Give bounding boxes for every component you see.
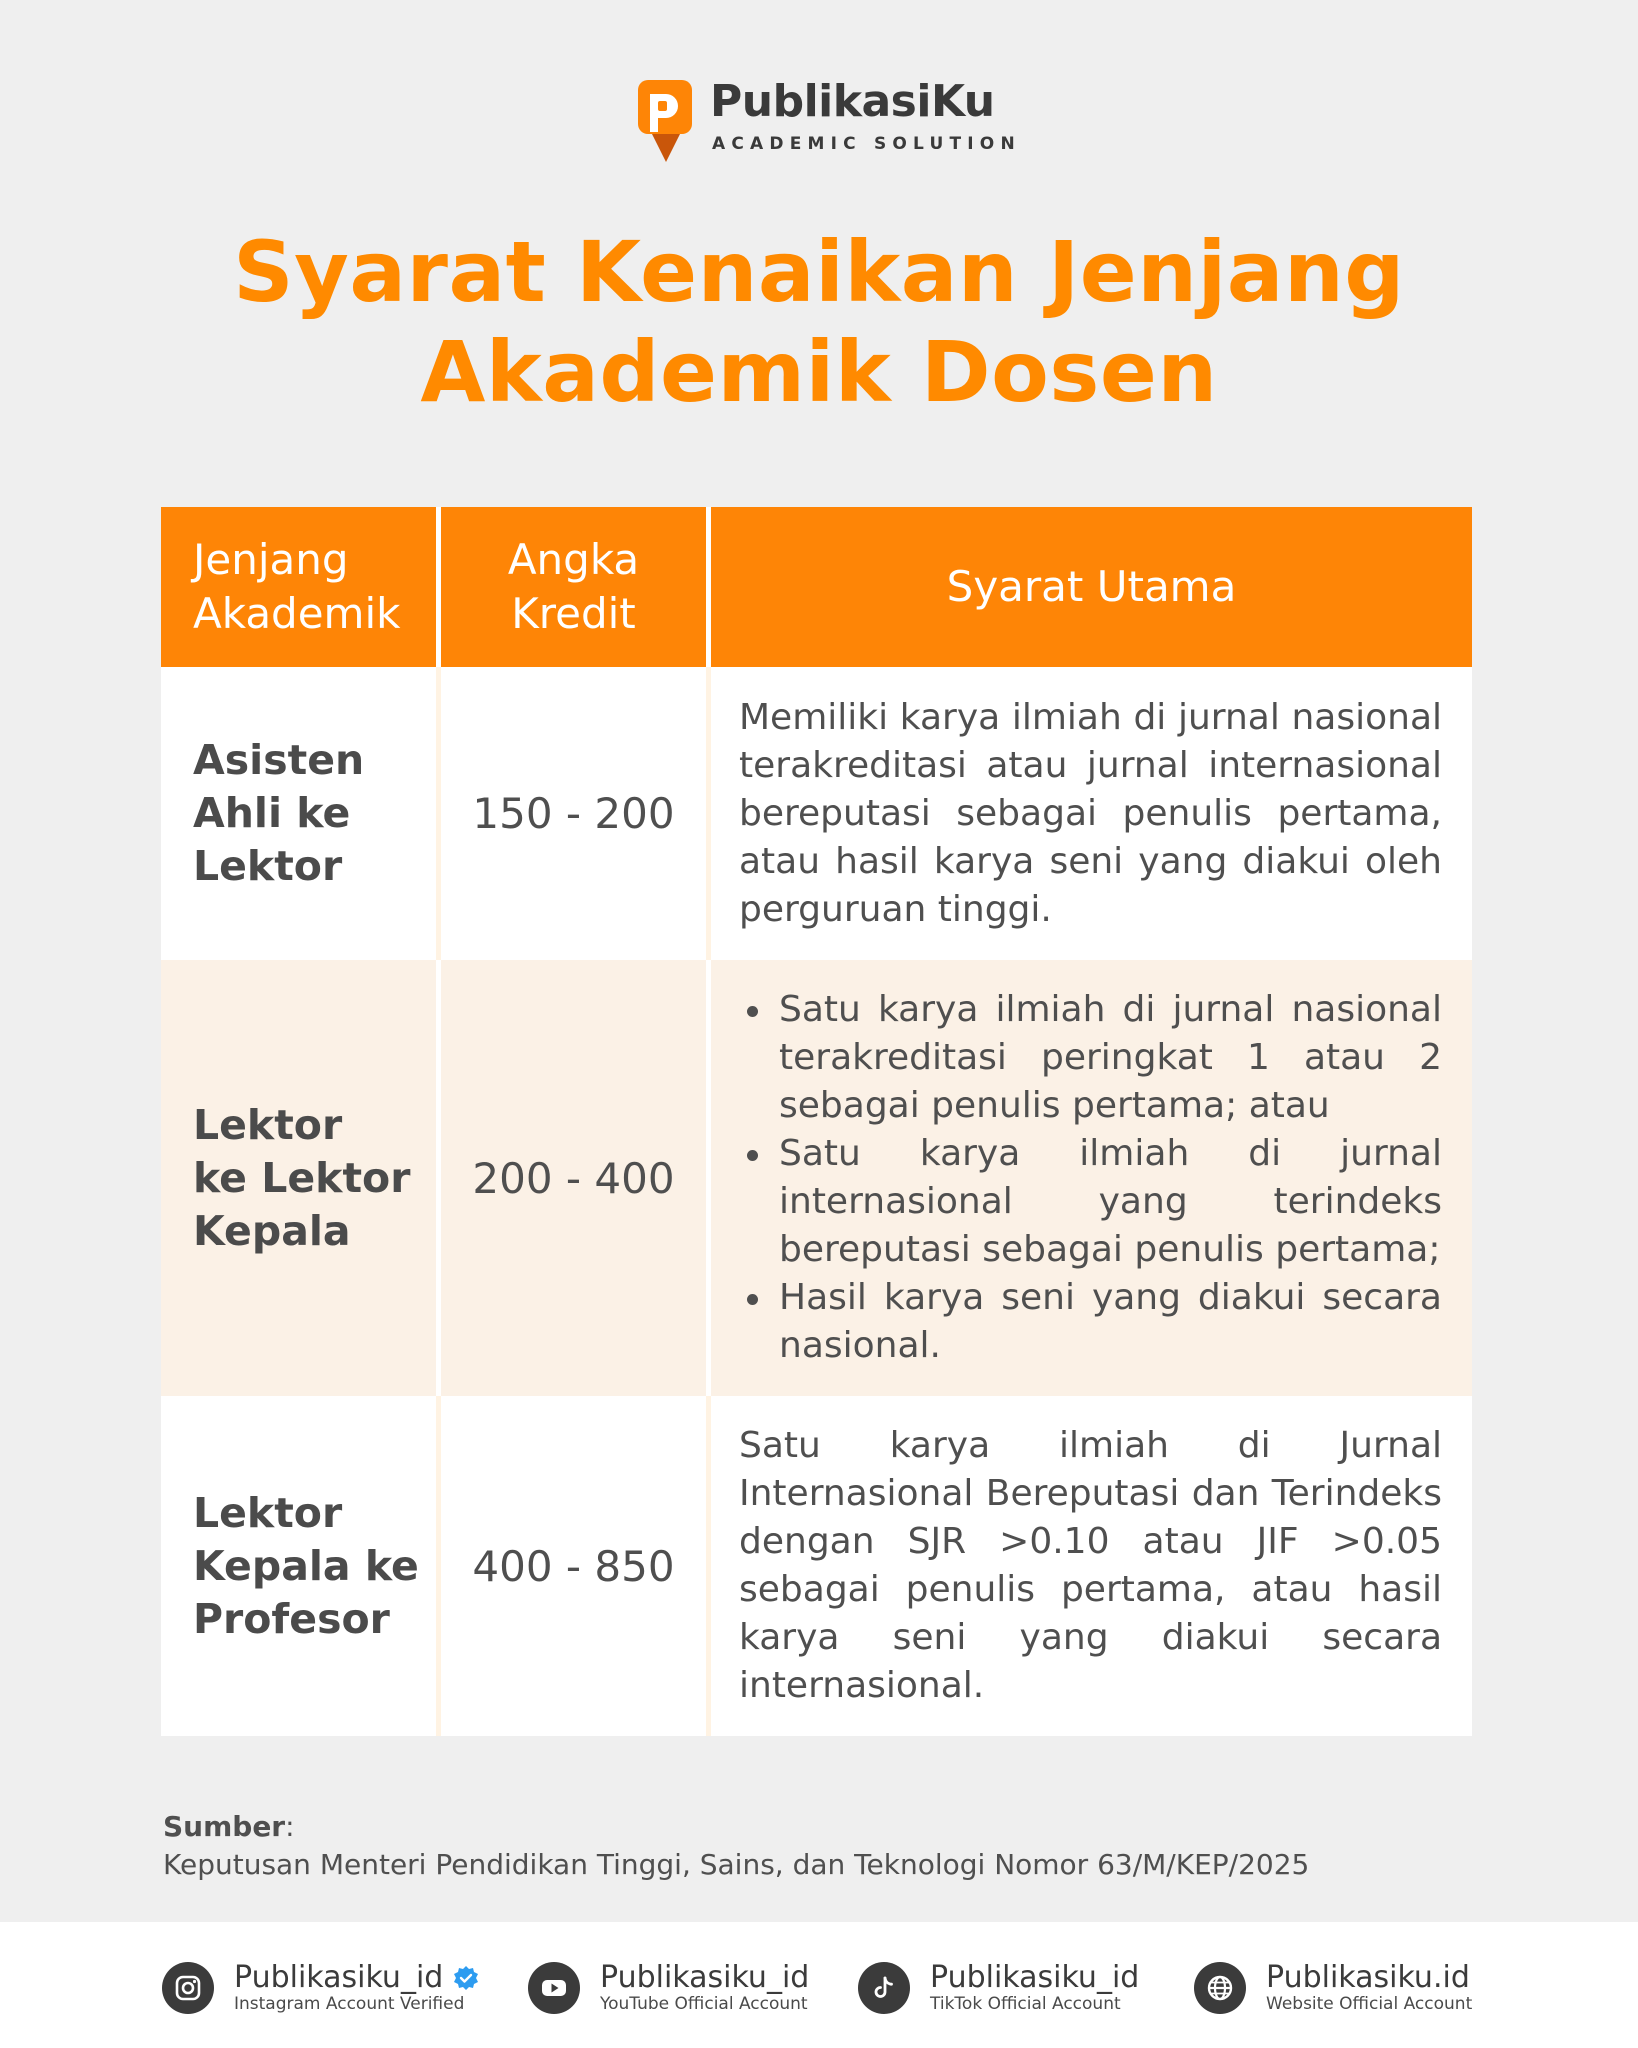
header-syarat-utama: Syarat Utama: [706, 507, 1472, 667]
requirement-list-item: Satu karya ilmiah di jurnal internasional yang terindeks bereputasi sebagai penulis pertama;: [779, 1130, 1442, 1274]
social-name: [234, 1962, 479, 1994]
header-col2-line2: Kredit: [511, 589, 636, 638]
table-row: [161, 960, 1472, 1396]
level-cell: [161, 960, 436, 1396]
social-handle: Publikasiku_id: [600, 1960, 810, 1995]
footer: [0, 1922, 1638, 2048]
level-line: Asisten: [193, 736, 365, 784]
social-tiktok[interactable]: [858, 1962, 1139, 2014]
publikasiku-logo-icon: [636, 78, 698, 164]
header-col1-line2: Akademik: [193, 589, 401, 638]
page-title: [0, 222, 1638, 422]
social-description: Instagram Account Verified: [234, 1994, 465, 2014]
social-handle: Publikasiku.id: [1266, 1960, 1470, 1995]
instagram-icon: [162, 1962, 214, 2014]
source-label: Sumber: [163, 1810, 286, 1843]
brand-tagline: ACADEMIC SOLUTION: [712, 134, 1021, 154]
brand-name: PublikasiKu: [710, 76, 995, 127]
requirement-list-item: Satu karya ilmiah di jurnal nasional terakreditasi peringkat 1 atau 2 sebagai penulis pertama; atau: [779, 986, 1442, 1130]
requirement-list-item: Hasil karya seni yang diakui secara nasional.: [779, 1274, 1442, 1370]
level-line: Lektor: [193, 1488, 343, 1537]
level-line: Lektor: [193, 1100, 343, 1149]
brand-logo: [636, 78, 1021, 164]
source-text: Keputusan Menteri Pendidikan Tinggi, Sains, dan Teknologi Nomor 63/M/KEP/2025: [163, 1848, 1310, 1881]
header-col2-line1: Angka: [507, 535, 640, 584]
verified-badge-icon: [453, 1965, 479, 1991]
requirement-cell: [706, 667, 1472, 960]
level-line: Ahli ke: [193, 789, 351, 837]
requirement-cell: [706, 1396, 1472, 1736]
social-youtube[interactable]: [528, 1962, 809, 2014]
credit-cell: 150 - 200: [436, 667, 706, 960]
header-col1-line1: Jenjang: [193, 535, 349, 584]
level-line: Lektor: [193, 842, 343, 890]
tiktok-icon: [858, 1962, 910, 2014]
table-header: [161, 507, 1472, 667]
requirement-list: [739, 986, 1442, 1370]
source-colon: :: [285, 1810, 295, 1843]
requirement-text: Memiliki karya ilmiah di jurnal nasional terakreditasi atau jurnal internasional bereputasi sebagai penulis pertama, atau hasil karya seni yang diakui oleh perguruan tinggi.: [739, 696, 1442, 930]
youtube-icon: [528, 1962, 580, 2014]
source-note: [163, 1808, 1309, 1884]
level-cell: [161, 667, 436, 960]
requirement-text: Satu karya ilmiah di Jurnal Internasional Bereputasi dan Terindeks dengan SJR >0.10 atau JIF >0.05 sebagai penulis pertama, atau hasil karya seni yang diakui secara internasional.: [739, 1425, 1442, 1706]
page-title-line-1: Syarat Kenaikan Jenjang: [233, 223, 1405, 321]
credit-cell: 200 - 400: [436, 960, 706, 1396]
level-line: ke Lektor: [193, 1153, 411, 1202]
social-description: Website Official Account: [1266, 1994, 1473, 2014]
level-line: Profesor: [193, 1594, 390, 1643]
table-row: [161, 1396, 1472, 1736]
social-instagram[interactable]: [162, 1962, 479, 2014]
level-line: Kepala: [193, 1206, 351, 1255]
header-angka-kredit: [436, 507, 706, 667]
level-cell: [161, 1396, 436, 1736]
social-website[interactable]: [1194, 1962, 1472, 2014]
table-row: [161, 667, 1472, 960]
page-title-line-2: Akademik Dosen: [420, 323, 1218, 421]
social-description: TikTok Official Account: [930, 1994, 1121, 2014]
credit-cell: 400 - 850: [436, 1396, 706, 1736]
requirements-table: [161, 507, 1472, 1736]
globe-icon: [1194, 1962, 1246, 2014]
social-handle: Publikasiku_id: [930, 1960, 1140, 1995]
social-handle: Publikasiku_id: [234, 1960, 444, 1995]
level-line: Kepala ke: [193, 1541, 419, 1590]
requirement-cell: [706, 960, 1472, 1396]
social-description: YouTube Official Account: [600, 1994, 808, 2014]
header-jenjang-akademik: [161, 507, 436, 667]
